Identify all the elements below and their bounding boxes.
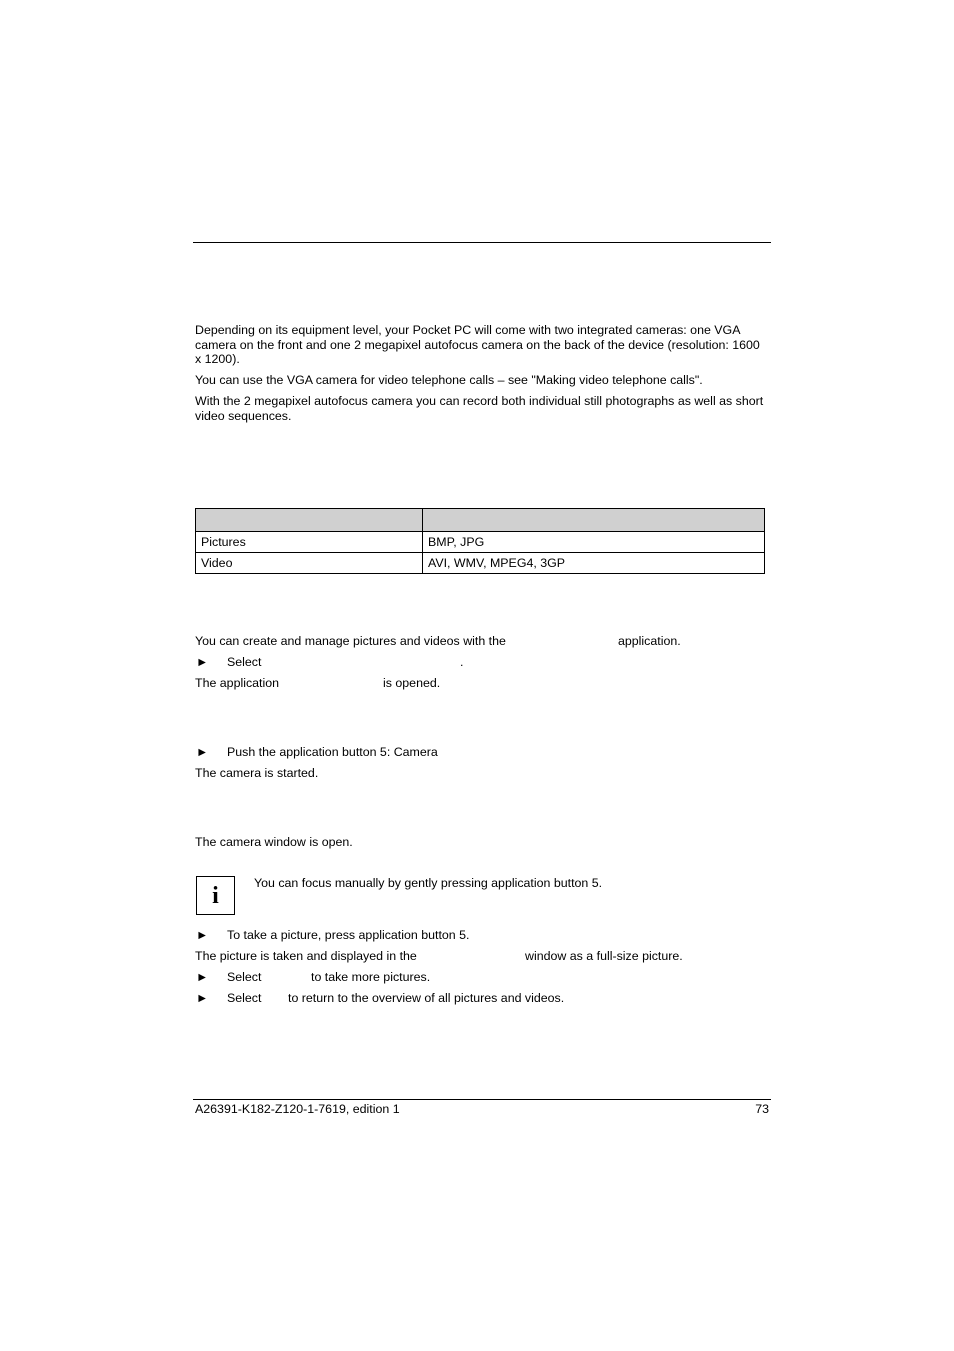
footer-rule [193,1099,771,1100]
step-return-overview [227,991,767,1006]
picture-taken-text [195,949,765,964]
info-icon [196,876,235,915]
manage-intro-text [195,634,765,649]
table-header-cell [423,509,765,532]
document-id: A26391-K182-Z120-1-7619, edition 1 [195,1102,400,1116]
table-cell-type: Pictures [196,532,423,553]
header-rule [193,242,771,243]
app-opened-part-2: is opened. [383,676,441,690]
file-formats-table [195,508,765,574]
manage-intro-part-2: application. [618,634,681,648]
table-row [196,532,765,553]
bullet-icon: ► [196,745,209,759]
step-take-picture: To take a picture, press application button 5. [227,928,470,942]
table-row [196,553,765,574]
camera-started-text: The camera is started. [195,766,319,780]
step-take-more-part-1: Select [227,970,262,984]
info-note: You can focus manually by gently pressing application button 5. [254,876,603,890]
step-take-more-part-2: to take more pictures. [311,970,431,984]
picture-taken-part-1: The picture is taken and displayed in the [195,949,417,963]
bullet-icon: ► [196,655,209,669]
app-opened-text [195,676,765,691]
table-cell-type: Video [196,553,423,574]
step-select-period: . [460,655,464,669]
table-cell-formats: AVI, WMV, MPEG4, 3GP [423,553,765,574]
table-header-cell [196,509,423,532]
picture-taken-part-2: window as a full-size picture. [525,949,683,963]
step-return-part-1: Select [227,991,262,1005]
camera-window-open-text: The camera window is open. [195,835,353,849]
page-number: 73 [755,1102,769,1116]
bullet-icon: ► [196,928,209,942]
table-cell-formats: BMP, JPG [423,532,765,553]
manage-intro-part-1: You can create and manage pictures and videos with the [195,634,506,648]
app-opened-part-1: The application [195,676,280,690]
step-select-app [227,655,767,670]
bullet-icon: ► [196,991,209,1005]
step-return-part-2: to return to the overview of all pictures and videos. [288,991,565,1005]
intro-paragraph-2: You can use the VGA camera for video telephone calls – see "Making video telephone calls". [195,373,703,387]
intro-paragraph-3: With the 2 megapixel autofocus camera you can record both individual still photographs as well as short video sequences. [195,394,764,423]
intro-paragraph-1: Depending on its equipment level, your Pocket PC will come with two integrated cameras: one VGA camera on the front and one 2 megapixel autofocus camera on the back of the device (resolution: 1600 x 1200). [195,323,760,366]
table-header-row [196,509,765,532]
info-icon-letter: i [212,882,219,909]
step-take-more [227,970,767,985]
step-push-button: Push the application button 5: Camera [227,745,438,759]
step-select-label: Select [227,655,262,669]
bullet-icon: ► [196,970,209,984]
